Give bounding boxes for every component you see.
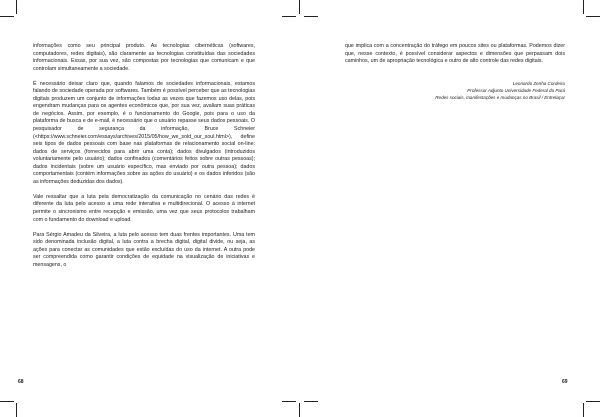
- page-number-left: 68: [18, 379, 24, 385]
- paragraph: É necessário deixar claro que, quando falamos de sociedades informacionais, estamos falando de sociedade operada por softwares. Também é possível perceber que as tecnologias digitais produzem um conjunto de informações todas as vezes que fazemos uso delas, pois engendram mudanças para os agentes econômicos que, por sua vez, avaliam suas práticas de negócios. Assim, por exemplo, é o funcionamento do Google, pois para o uso da plataforma de busca e de e-mail, é necessário que o usuário repasse seus dados pessoais. O pesquisador de segurança da informação, Bruce Schneier (<https://www.schneier.com/essays/archives/2015/05/how_we_sold_our_soul.html>), define seis tipos de dados pessoais com base nas plataformas de relacionamento social on-line: dados de serviços (fornecidos para abrir uma conta); dados divulgados (introduzidos voluntariamente pelo usuário); dados confinados (comentários feitos sobre outras pessoas); dados incidentais (sobre um usuário específico, mas enviado por outra pessoa); dados comportamentais (contém informações sobre as ações do usuário) e os dados inferidos (são as informações deduzidas dos dados).: [33, 80, 255, 185]
- paragraph: que implica com a concentração do tráfego em poucos sites ou plataformas. Podemos dizer que, nesse contexto, é possível considerar aspectos e dimensões que perpassam dois caminhos, um de apropriação tecnológica e outro de alto controle das redes digitais.: [345, 43, 565, 65]
- author-signature: [345, 80, 565, 102]
- paragraph: Vale ressaltar que a luta pela democratização da comunicação no cenário das redes é diferente da luta pelo acesso a uma rede interativa e multidirecional. O acesso à internet permite o sincronismo entre recepção e emissão, uma vez que seus protocolos trabalham com o fundamento do download e upload.: [33, 193, 255, 223]
- paragraph: informações como seu principal produto. As tecnologias cibernéticas (softwares, computadores, redes digitais), são claramente as tecnologias constituídas das sociedades informacionais. Essas, por sua vez, são compostas por tecnologias que comunicam e que controlam simultaneamente a sociedade.: [33, 43, 255, 72]
- page-number-right: 69: [562, 379, 568, 385]
- paragraph: Para Sérgio Amadeu da Silveira, a luta pelo acesso tem duas frentes importantes. Uma tem sido denominada inclusão digital, a luta contra a brecha digital, digital divide, ou seja, as ações para conectar as comunidades que estão excluídas do uso da internet. A outra pode ser compreendida como garantir condições de equidade na visualização de iniciativas e mensagens, o: [33, 231, 255, 268]
- right-text-column: [345, 43, 565, 101]
- author-name: Leonardo Zenha Cordeiro: [512, 80, 565, 86]
- entry-keywords: Redes sociais, manifestações e mudanças no Brasil / Entrelaçar: [435, 95, 565, 101]
- right-page: [300, 0, 600, 417]
- author-affiliation: Professor Adjunto Universidade Federal do Pará: [467, 87, 565, 93]
- left-text-column: [33, 43, 255, 269]
